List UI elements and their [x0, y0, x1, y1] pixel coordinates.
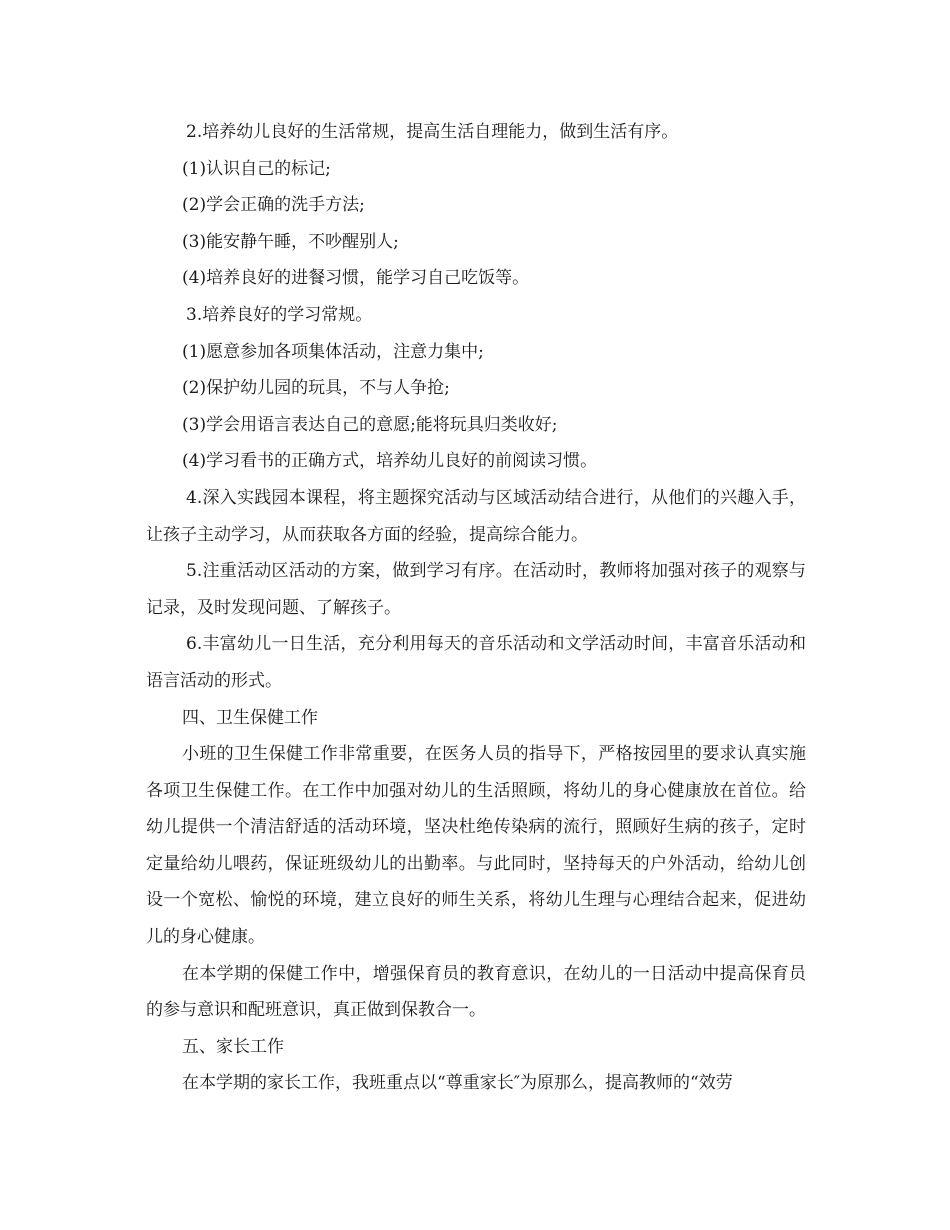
goal-5-paragraph: 5.注重活动区活动的方案，做到学习有序。在活动时，教师将加强对孩子的观察与记录，及时发现问题、了解孩子。 — [146, 561, 806, 618]
section-heading-health: 四、卫生保健工作 — [182, 707, 318, 728]
goal-2-item-3: (3)能安静午睡，不吵醒别人; — [182, 231, 399, 252]
section-heading-parents: 五、家长工作 — [182, 1036, 284, 1057]
goal-3-item-1: (1)愿意参加各项集体活动，注意力集中; — [182, 341, 484, 362]
goal-2-item-1: (1)认识自己的标记; — [182, 158, 331, 179]
goal-3-item-3: (3)学会用语言表达自己的意愿;能将玩具归类收好; — [182, 414, 558, 435]
goal-3-line: 3.培养良好的学习常规。 — [186, 304, 373, 325]
goal-3-item-4: (4)学习看书的正确方式，培养幼儿良好的前阅读习惯。 — [182, 451, 598, 472]
goal-4-paragraph: 4.深入实践园本课程，将主题探究活动与区域活动结合进行，从他们的兴趣入手，让孩子主动学习，从而获取各方面的经验，提高综合能力。 — [146, 487, 806, 545]
goal-2-line: 2.培养幼儿良好的生活常规，提高生活自理能力，做到生活有序。 — [186, 122, 679, 142]
goal-2-item-2: (2)学会正确的洗手方法; — [182, 195, 365, 216]
goal-3-item-2: (2)保护幼儿园的玩具，不与人争抢; — [182, 378, 450, 399]
parent-paragraph-1: 在本学期的家长工作，我班重点以“尊重家长″为原那么，提高教师的“效劳 — [182, 1073, 733, 1094]
health-paragraph-1: 小班的卫生保健工作非常重要，在医务人员的指导下，严格按园里的要求认真实施各项卫生保健工作。在工作中加强对幼儿的生活照顾，将幼儿的身心健康放在首位。给幼儿提供一个清洁舒适的活动环境，坚决杜绝传染病的流行，照顾好生病的孩子，定时定量给幼儿喂药，保证班级幼儿的出勤率。与此同时，坚持每天的户外活动，给幼儿创设一个宽松、愉悦的环境，建立良好的师生关系，将幼儿生理与心理结合起来，促进幼儿的身心健康。 — [146, 744, 806, 948]
document-body — [146, 114, 806, 1102]
goal-2-item-4: (4)培养良好的进餐习惯，能学习自己吃饭等。 — [182, 268, 530, 289]
goal-6-paragraph: 6.丰富幼儿一日生活，充分利用每天的音乐活动和文学活动时间，丰富音乐活动和语言活动的形式。 — [146, 634, 806, 691]
health-paragraph-2: 在本学期的保健工作中，增强保育员的教育意识，在幼儿的一日活动中提高保育员的参与意识和配班意识，真正做到保教合一。 — [146, 963, 806, 1021]
